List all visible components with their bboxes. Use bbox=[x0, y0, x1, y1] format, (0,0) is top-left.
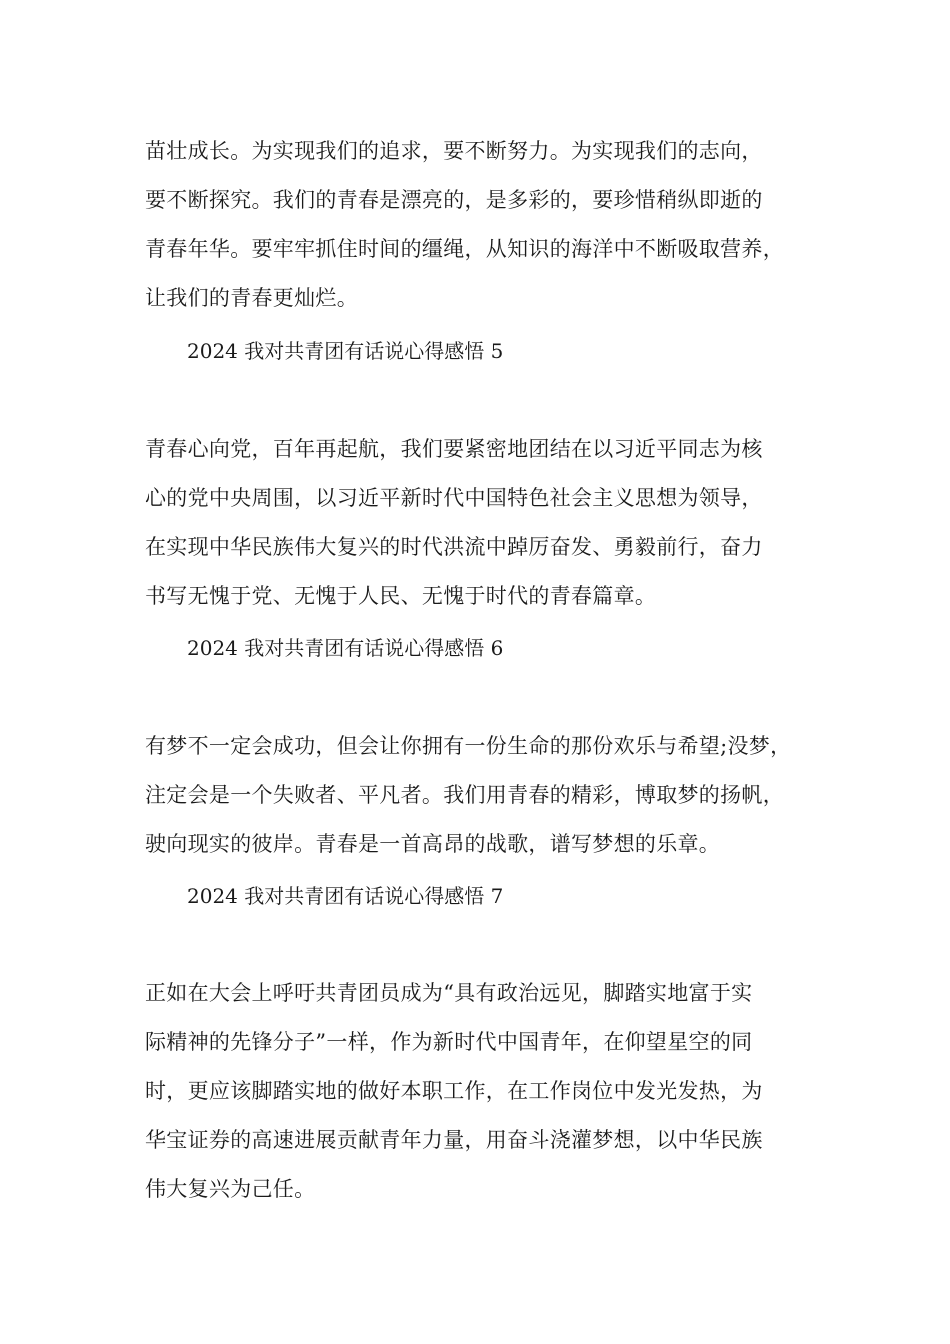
paragraph-line: 青春年华。要牢牢抓住时间的缰绳，从知识的海洋中不断吸取营养， bbox=[145, 237, 784, 261]
paragraph-line: 伟大复兴为己任。 bbox=[145, 1177, 316, 1201]
paragraph-line: 华宝证券的高速进展贡献青年力量，用奋斗浇灌梦想，以中华民族 bbox=[145, 1128, 763, 1152]
paragraph-line: 书写无愧于党、无愧于人民、无愧于时代的青春篇章。 bbox=[145, 584, 657, 608]
section-heading-6: 2024 我对共青团有话说心得感悟 6 bbox=[187, 636, 504, 660]
paragraph-line: 青春心向党，百年再起航，我们要紧密地团结在以习近平同志为核 bbox=[145, 437, 763, 461]
paragraph-line: 际精神的先锋分子”一样，作为新时代中国青年，在仰望星空的同 bbox=[145, 1030, 753, 1054]
paragraph-continuation bbox=[145, 127, 825, 323]
paragraph-line: 让我们的青春更灿烂。 bbox=[145, 286, 358, 310]
paragraph-line: 正如在大会上呼吁共青团员成为“具有政治远见，脚踏实地富于实 bbox=[145, 981, 753, 1005]
section-heading-5: 2024 我对共青团有话说心得感悟 5 bbox=[187, 339, 504, 363]
paragraph-line: 时，更应该脚踏实地的做好本职工作，在工作岗位中发光发热，为 bbox=[145, 1079, 763, 1103]
paragraph-6 bbox=[145, 722, 825, 869]
paragraph-line: 注定会是一个失败者、平凡者。我们用青春的精彩，博取梦的扬帆， bbox=[145, 783, 784, 807]
paragraph-line: 苗壮成长。为实现我们的追求，要不断努力。为实现我们的志向， bbox=[145, 139, 763, 163]
paragraph-line: 有梦不一定会成功，但会让你拥有一份生命的那份欢乐与希望;没梦， bbox=[145, 734, 792, 758]
paragraph-line: 要不断探究。我们的青春是漂亮的，是多彩的，要珍惜稍纵即逝的 bbox=[145, 188, 763, 212]
section-heading-7: 2024 我对共青团有话说心得感悟 7 bbox=[187, 884, 504, 908]
paragraph-line: 在实现中华民族伟大复兴的时代洪流中踔厉奋发、勇毅前行，奋力 bbox=[145, 535, 763, 559]
paragraph-7 bbox=[145, 969, 825, 1214]
paragraph-line: 心的党中央周围，以习近平新时代中国特色社会主义思想为领导， bbox=[145, 486, 763, 510]
paragraph-line: 驶向现实的彼岸。青春是一首高昂的战歌，谱写梦想的乐章。 bbox=[145, 832, 721, 856]
paragraph-5 bbox=[145, 425, 825, 621]
